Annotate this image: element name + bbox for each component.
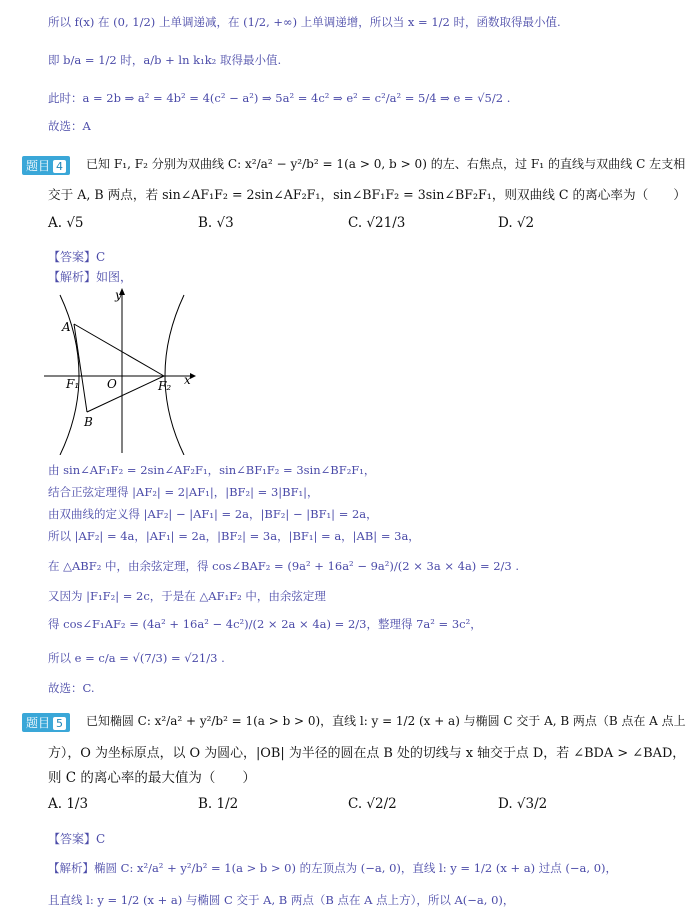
question-badge (22, 712, 70, 732)
solution-line: 由双曲线的定义得 |AF₂| − |AF₁| = 2a，|BF₂| − |BF₁| = 2a， (48, 507, 378, 521)
option-b: B. √3 (198, 215, 234, 231)
option-b: B. 1/2 (198, 796, 239, 812)
question-number: 4 (53, 160, 66, 173)
badge-label: 题目 (26, 716, 51, 730)
option-d: D. √2 (498, 215, 535, 231)
question-text: 交于 A, B 两点，若 sin∠AF₁F₂ = 2sin∠AF₂F₁，sin∠BF₁F₂ = 3sin∠BF₂F₁，则双曲线 C 的离心率为（ ） (48, 187, 687, 202)
question-badge (22, 155, 70, 175)
question-text: 则 C 的离心率的最大值为（ ） (48, 770, 256, 786)
solution-line: 结合正弦定理得 |AF₂| = 2|AF₁|，|BF₂| = 3|BF₁|， (48, 485, 319, 499)
line-ab (74, 324, 87, 412)
solution-line: 所以 f(x) 在 (0, 1/2) 上单调递减，在 (1/2, +∞) 上单调递增，所以当 x = 1/2 时，函数取得最小值. (48, 15, 561, 29)
line-af2 (74, 324, 164, 376)
option-c: C. √2/2 (348, 796, 397, 812)
label-f1: F₁ (66, 377, 80, 391)
hyperbola-left-branch (60, 295, 79, 455)
answer-label: 【答案】C (48, 250, 106, 264)
badge-label: 题目 (26, 159, 51, 173)
solution-line: 故选：A (48, 119, 91, 133)
option-a: A. √5 (48, 215, 84, 231)
label-b: B (84, 415, 93, 429)
solution-line: 且直线 l: y = 1/2 (x + a) 与椭圆 C 交于 A, B 两点（B 点在 A 点上方），所以 A(−a, 0)， (48, 893, 515, 907)
option-d: D. √3/2 (498, 796, 548, 812)
line-bf2 (87, 376, 164, 412)
solution-line: 所以 |AF₂| = 4a，|AF₁| = 2a，|BF₂| = 3a，|BF₁| = a，|AB| = 3a， (48, 529, 420, 543)
x-axis-arrow (190, 373, 196, 379)
solution-line: 得 cos∠F₁AF₂ = (4a² + 16a² − 4c²)/(2 × 2a × 4a) = 2/3，整理得 7a² = 3c²， (48, 617, 482, 631)
label-o: O (107, 377, 117, 391)
question-text: 方），O 为坐标原点，以 O 为圆心，|OB| 为半径的圆在点 B 处的切线与 x 轴交于点 D，若 ∠BDA > ∠BAD， (48, 746, 686, 761)
label-a: A (62, 320, 71, 334)
solution-line: 又因为 |F₁F₂| = 2c，于是在 △AF₁F₂ 中，由余弦定理 (48, 589, 326, 603)
solution-line: 即 b/a = 1/2 时，a/b + ln k₁k₂ 取得最小值. (48, 53, 282, 67)
solution-line: 在 △ABF₂ 中，由余弦定理，得 cos∠BAF₂ = (9a² + 16a² − 9a²)/(2 × 3a × 4a) = 2/3 . (48, 559, 520, 573)
answer-label: 【答案】C (48, 832, 106, 846)
label-f2: F₂ (158, 379, 172, 393)
solution-line: 故选：C. (48, 681, 95, 695)
option-c: C. √21/3 (348, 215, 406, 231)
label-y: y (115, 288, 122, 302)
solution-line: 【解析】椭圆 C: x²/a² + y²/b² = 1(a > b > 0) 的左顶点为 (−a, 0)，直线 l: y = 1/2 (x + a) 过点 (−a, 0)， (48, 861, 618, 875)
hyperbola-right-branch (165, 295, 184, 455)
hyperbola-figure (40, 285, 210, 455)
solution-line: 由 sin∠AF₁F₂ = 2sin∠AF₂F₁，sin∠BF₁F₂ = 3sin∠BF₂F₁， (48, 463, 376, 477)
question-text: 已知 F₁, F₂ 分别为双曲线 C: x²/a² − y²/b² = 1(a > 0, b > 0) 的左、右焦点，过 F₁ 的直线与双曲线 C 左支相 (86, 157, 686, 171)
analysis-label: 【解析】如图， (48, 270, 133, 284)
label-x: x (184, 373, 191, 387)
solution-line: 所以 e = c/a = √(7/3) = √21/3 . (48, 651, 225, 665)
question-text: 已知椭圆 C: x²/a² + y²/b² = 1(a > b > 0)，直线 l: y = 1/2 (x + a) 与椭圆 C 交于 A, B 两点（B 点在 A 点上 (86, 714, 686, 728)
question-number: 5 (53, 717, 66, 730)
option-a: A. 1/3 (48, 796, 89, 812)
solution-line: 此时：a = 2b ⇒ a² = 4b² = 4(c² − a²) ⇒ 5a² = 4c² ⇒ e² = c²/a² = 5/4 ⇒ e = √5/2 . (48, 91, 511, 105)
